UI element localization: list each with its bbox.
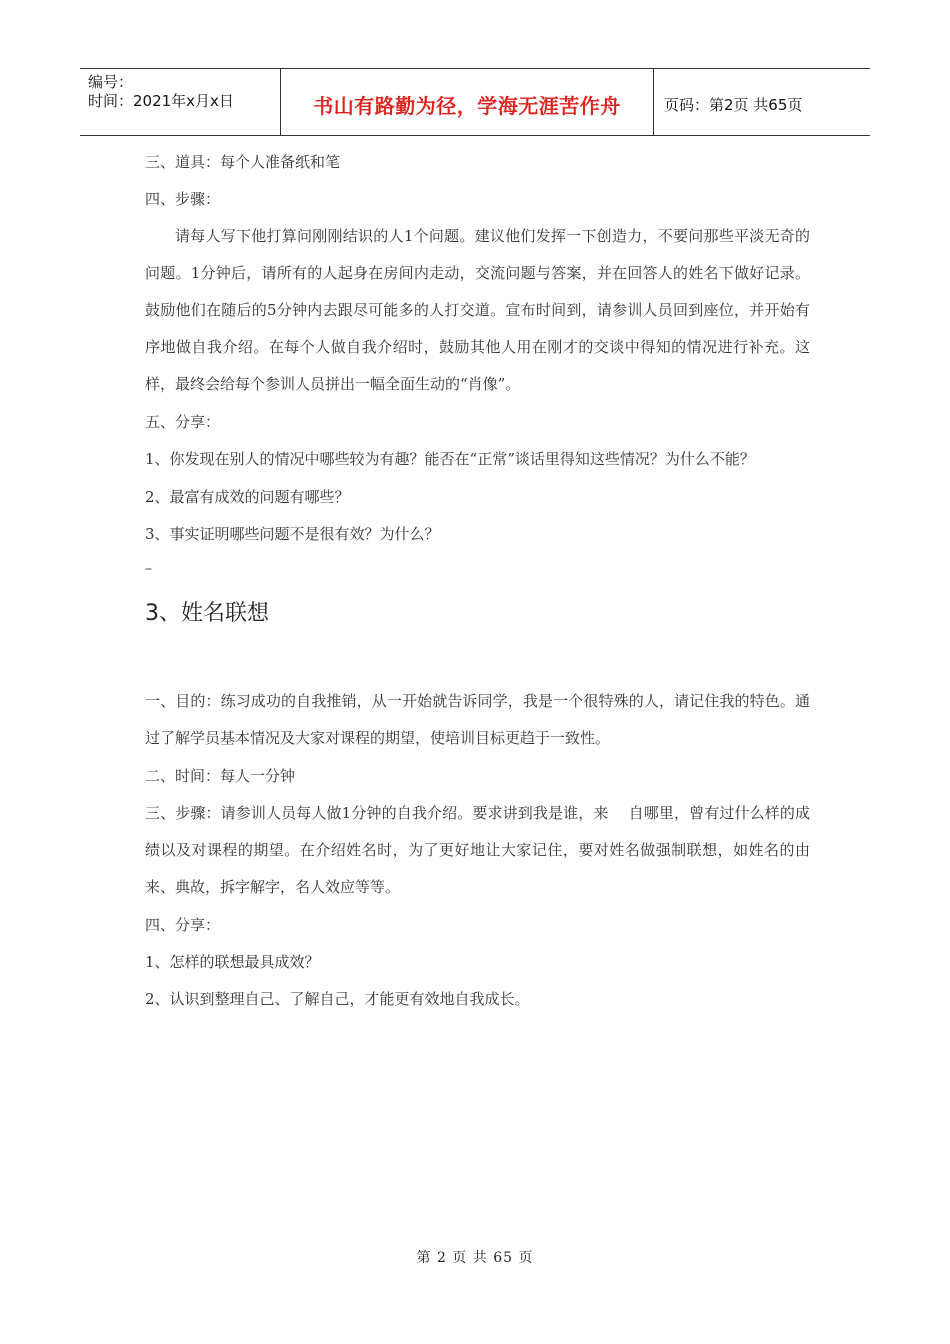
share-heading: 五、分享：: [145, 413, 221, 431]
share-item-2: 2、最富有成效的问题有哪些？: [145, 488, 350, 506]
steps-heading: 四、步骤：: [145, 190, 221, 208]
steps-paragraph: 请每人写下他打算问刚刚结识的人1个问题。建议他们发挥一下创造力，不要问那些平淡无奇的问题。1分钟后，请所有的人起身在房间内走动，交流问题与答案，并在回答人的姓名下做好记录。鼓励他们在随后的5分钟内去跟尽可能多的人打交道。宣布时间到，请参训人员回到座位，并开始有序地做自我介绍。在每个人做自我介绍时，鼓励其他人用在刚才的交谈中得知的情况进行补充。这样，最终会给每个参训人员拼出一幅全面生动的“肖像”。: [145, 227, 810, 393]
section-title: 3、姓名联想: [145, 601, 269, 626]
header-motto: 书山有路勤为径，学海无涯苦作舟: [281, 69, 654, 135]
share-item-1: 1、你发现在别人的情况中哪些较为有趣？能否在“正常”谈话里得知这些情况？为什么不能？: [145, 450, 755, 468]
props-paragraph: 三、道具：每个人准备纸和笔: [145, 153, 341, 171]
document-number-label: 编号：: [88, 73, 134, 91]
section-steps-paragraph: 三、步骤：请参训人员每人做1分钟的自我介绍。要求讲到我是谁，来 自哪里，曾有过什么样的成绩以及对课程的期望。在介绍姓名时，为了更好地让大家记住，要对姓名做强制联想，如姓名的由来、典故，拆字解字，名人效应等等。: [145, 804, 810, 896]
page-footer: 第 2 页 共 65 页: [416, 1250, 534, 1266]
time-paragraph: 二、时间：每人一分钟: [145, 767, 296, 785]
section-share-item-2: 2、认识到整理自己、了解自己，才能更有效地自我成长。: [145, 990, 530, 1008]
section-share-heading: 四、分享：: [145, 916, 221, 934]
purpose-paragraph: 一、目的：练习成功的自我推销，从一开始就告诉同学，我是一个很特殊的人，请记住我的特色。通过了解学员基本情况及大家对课程的期望，使培训目标更趋于一致性。: [145, 692, 810, 747]
document-date-label: 时间：2021年x月x日: [88, 92, 234, 110]
header-meta: [80, 69, 281, 135]
document-header: [80, 68, 870, 136]
header-page-info: 页码：第2页 共65页: [664, 95, 803, 114]
document-body: [145, 152, 810, 1026]
share-item-3: 3、事实证明哪些问题不是很有效？为什么？: [145, 525, 440, 543]
section-share-item-1: 1、怎样的联想最具成效？: [145, 953, 320, 971]
separator-dash: –: [145, 561, 152, 577]
